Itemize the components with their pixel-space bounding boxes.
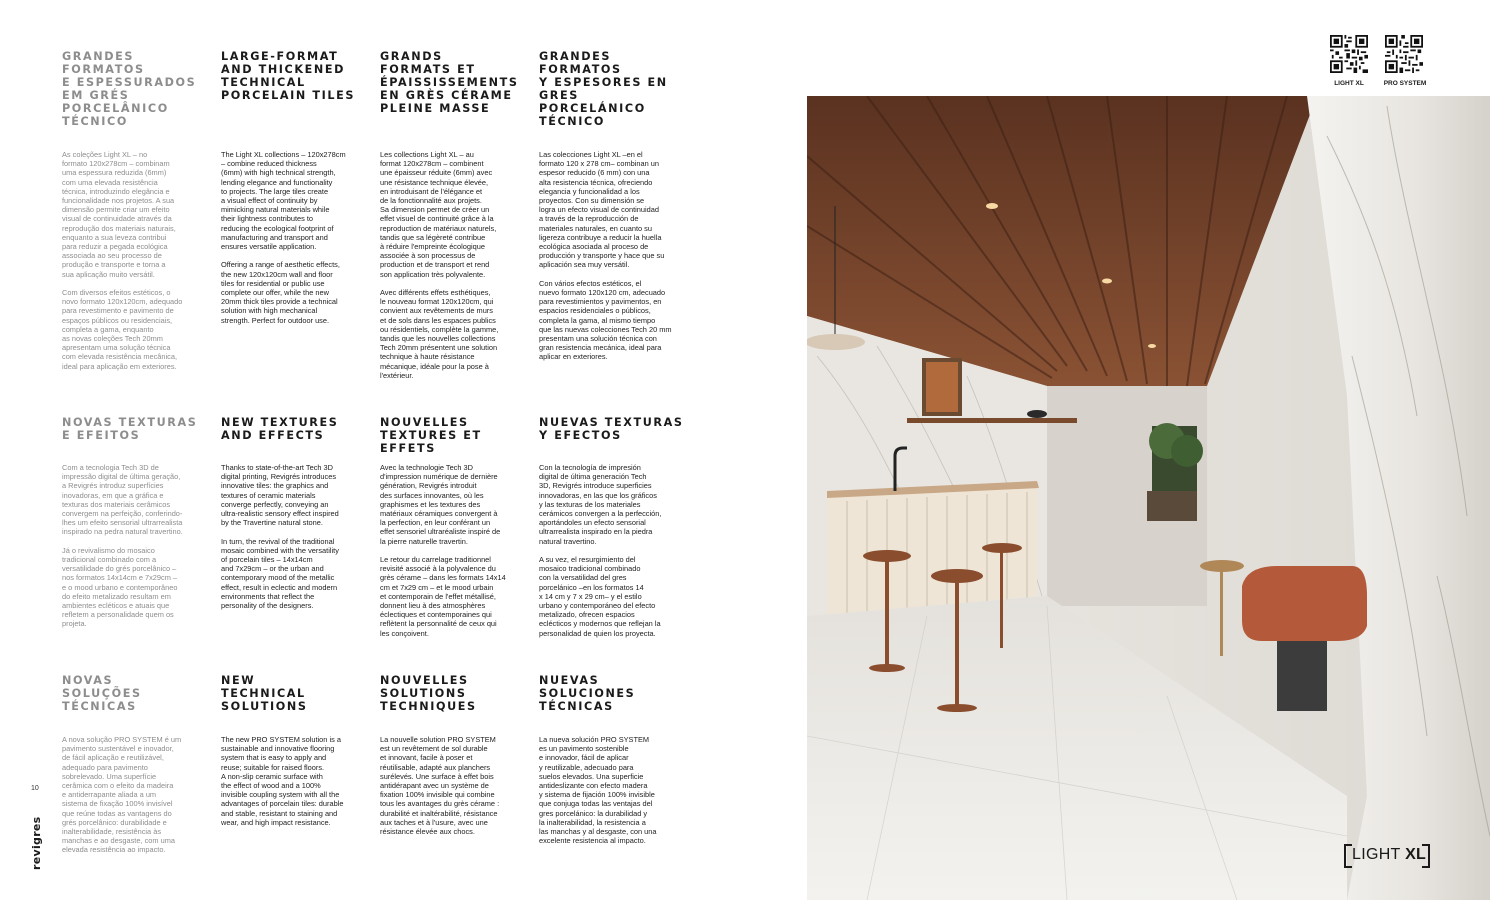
qr-code-pro-system[interactable]	[1385, 35, 1423, 73]
brand-logo-left: revigres	[30, 816, 43, 870]
body-technical-solutions-fr: La nouvelle solution PRO SYSTEM est un revêtement de sol durable et innovant, facile à poser et réutilisable, adapté aux planchers surélevés. Une surface à effet bois antidérapant avec un système de fixation 100% invisible qui combine tous les avantages du grès cérame : durabilité et inaltérabilité, résistance aux taches et à l'usure, avec une résistance élevée aux chocs.	[380, 735, 500, 837]
heading-technical-solutions-en: NEW TECHNICAL SOLUTIONS	[221, 674, 308, 713]
qr-label-pro-system: PRO SYSTEM	[1383, 80, 1427, 87]
body-technical-solutions-en: The new PRO SYSTEM solution is a sustainable and innovative flooring system that is easy to apply and reuse; suitable for raised floors. A non-slip ceramic surface with the effect of wood and a 100% invisible coupling system with all the advantages of porcelain tiles: durable and stable, resistant to staining and wear, and high impact resistance.	[221, 735, 344, 827]
body-technical-solutions-pt: A nova solução PRO SYSTEM é um pavimento sustentável e inovador, de fácil aplicação e reutilizável, adequado para pavimento sobrelevado. Uma superfície cerâmica com o efeito da madeira e antiderrapante aliada a um sistema de fixação 100% invisível que reúne todas as vantagens do grés porcelânico: durabilidade e inalterabilidade, resistência às manchas e ao desgaste, com uma elevada resistência ao impacto.	[62, 735, 182, 855]
body-large-format-en: The Light XL collections – 120x278cm – combine reduced thickness (6mm) with high technical strength, lending elegance and functionality to projects. The large tiles create a visual effect of continuity by mimicking natural materials while their lightness contributes to reducing the ecological footprint of manufacturing and transport and ensures versatile application. Offering a range of aesthetic effects, the new 120x120cm wall and floor tiles for residential or public use complete our offer, while the new 20mm thick tiles provide a technical solution with high mechanical strength. Perfect for outdoor use.	[221, 150, 346, 325]
body-large-format-pt: As coleções Light XL – no formato 120x278cm – combinam uma espessura reduzida (6mm) com uma elevada resistência técnica, introduzindo elegância e funcionalidade nos projetos. A sua dimensão permite criar um efeito visual de continuidade através da reprodução dos materiais naturais, enquanto a sua leveza contribui para reduzir a pegada ecológica associada ao seu processo de produção e transporte e torna a sua aplicação muito versátil. Com diversos efeitos estéticos, o novo formato 120x120cm, adequado para revestimento e pavimento de espaços públicos ou residenciais, completa a gama, enquanto as novas coleções Tech 20mm apresentam uma solução técnica com elevada resistência mecânica, ideal para aplicação em exteriores.	[62, 150, 183, 371]
logo-bracket-right	[1422, 844, 1430, 868]
qr-code-light-xl[interactable]	[1330, 35, 1368, 73]
heading-technical-solutions-pt: NOVAS SOLUÇÕES TÉCNICAS	[62, 674, 142, 713]
body-large-format-fr: Les collections Light XL – au format 120x278cm – combinent une épaisseur réduite (6mm) avec une résistance technique élevée, en introduisant de l'élégance et de la fonctionnalité aux projets. Sa dimension permet de créer un effet visuel de continuité grâce à la reproduction de matériaux naturels, tandis que sa légèreté contribue à réduire l'empreinte écologique associée à son processus de production et de transport et rend son application très polyvalente. Avec différents effets esthétiques, le nouveau format 120x120cm, qui convient aux revêtements de murs et de sols dans les espaces publics ou résidentiels, complète la gamme, tandis que les nouvelles collections Tech 20mm présentent une solution technique à haute résistance mécanique, idéale pour la pose à l'extérieur.	[380, 150, 499, 380]
interior-photo	[807, 96, 1490, 900]
qr-label-light-xl: LIGHT XL	[1334, 80, 1364, 87]
logo-xl: XL	[1405, 846, 1427, 863]
heading-large-format-en: LARGE-FORMAT AND THICKENED TECHNICAL PORCELAIN TILES	[221, 50, 356, 102]
heading-new-textures-fr: NOUVELLES TEXTURES ET EFFETS	[380, 416, 482, 455]
heading-large-format-fr: GRANDS FORMATS ET ÉPAISSISSEMENTS EN GRÈS CÉRAME PLEINE MASSE	[380, 50, 519, 115]
body-new-textures-es: Con la tecnología de impresión digital de última generación Tech 3D, Revigrés introduce superficies innovadoras, en las que los gráficos y las texturas de los materiales cerámicos convergen a la perfección, aportándoles un efecto sensorial ultrarrealista inspirado en la piedra natural travertino. A su vez, el resurgimiento del mosaico tradicional combinado con la versatilidad del gres porcelánico –en los formatos 14 x 14 cm y 7 x 29 cm– y el estilo urbano y contemporáneo del efecto metalizado, ofrecen espacios eclécticos y modernos que reflejan la personalidad de quien los proyecta.	[539, 463, 662, 638]
heading-large-format-pt: GRANDES FORMATOS E ESPESSURADOS EM GRÉS PORCELÂNICO TÉCNICO	[62, 50, 197, 128]
body-new-textures-fr: Avec la technologie Tech 3D d'impression numérique de dernière génération, Revigrés introduit des surfaces innovantes, où les graphismes et les textures des matériaux céramiques convergent à la perfection, en leur conférant un effet sensoriel ultraréaliste inspiré de la pierre naturelle travertin. Le retour du carrelage traditionnel revisité associé à la polyvalence du grès cérame – dans les formats 14x14 cm et 7x29 cm – et le mood urbain et contemporain de l'effet métallisé, donnent lieu à des atmosphères éclectiques et contemporaines qui reflètent la personnalité de ceux qui les conçoivent.	[380, 463, 506, 638]
heading-new-textures-pt: NOVAS TEXTURAS E EFEITOS	[62, 416, 198, 442]
heading-large-format-es: GRANDES FORMATOS Y ESPESORES EN GRES PORCELÁNICO TÉCNICO	[539, 50, 668, 128]
light-xl-logo	[1344, 842, 1430, 870]
body-large-format-es: Las colecciones Light XL –en el formato 120 x 278 cm– combinan un espesor reducido (6 mm) con una alta resistencia técnica, ofreciendo elegancia y funcionalidad a los proyectos. Con su dimensión se logra un efecto visual de continuidad a través de la reproducción de materiales naturales, en cuanto su ligereza contribuye a reducir la huella ecológica asociada al proceso de producción y transporte y hace que su aplicación sea muy versátil. Con vários efectos estéticos, el nuevo formato 120x120 cm, adecuado para revestimientos y pavimentos, en espacios residenciales o públicos, completa la gama, al mismo tiempo que las nuevas colecciones Tech 20 mm presentam una solución técnica con gran resistencia mecánica, ideal para aplicar en exteriores.	[539, 150, 672, 362]
body-new-textures-en: Thanks to state-of-the-art Tech 3D digital printing, Revigrés introduces innovative tiles: the graphics and textures of ceramic materials converge perfectly, conveying an ultra-realistic sensory effect inspired by the Travertine natural stone. In turn, the revival of the traditional mosaic combined with the versatility of porcelain tiles – 14x14cm and 7x29cm – or the urban and contemporary mood of the metallic effect, result in eclectic and modern environments that reflect the personality of the designers.	[221, 463, 339, 611]
interior-illustration	[807, 96, 1490, 900]
body-technical-solutions-es: La nueva solución PRO SYSTEM es un pavimento sostenible e innovador, fácil de aplicar y reutilizable, adecuado para suelos elevados. Una superficie antideslizante con efecto madera y sistema de fijación 100% invisible que conjuga todas las ventajas del gres porcelánico: la durabilidad y la inalterabilidad, la resistencia a las manchas y al desgaste, con una excelente resistencia al impacto.	[539, 735, 657, 846]
heading-new-textures-es: NUEVAS TEXTURAS Y EFECTOS	[539, 416, 684, 442]
logo-text	[1352, 846, 1426, 864]
page-number-left: 10	[31, 785, 39, 792]
heading-new-textures-en: NEW TEXTURES AND EFFECTS	[221, 416, 339, 442]
logo-bracket-left	[1344, 844, 1352, 868]
logo-light: LIGHT	[1352, 846, 1401, 863]
body-new-textures-pt: Com a tecnologia Tech 3D de impressão digital de última geração, a Revigrés introduz superfícies inovadoras, em que a gráfica e texturas dos materiais cerâmicos convergem na perfeição, conferindo- lhes um efeito sensorial ultrarrealista inspirado na pedra natural travertino. Já o revivalismo do mosaico tradicional combinado com a versatilidade do grés porcelânico – nos formatos 14x14cm e 7x29cm – e o mood urbano e contemporâneo do efeito metalizado resultam em ambientes ecléticos e atuais que refletem a personalidade quem os projeta.	[62, 463, 183, 629]
heading-technical-solutions-fr: NOUVELLES SOLUTIONS TECHNIQUES	[380, 674, 477, 713]
heading-technical-solutions-es: NUEVAS SOLUCIONES TÉCNICAS	[539, 674, 636, 713]
